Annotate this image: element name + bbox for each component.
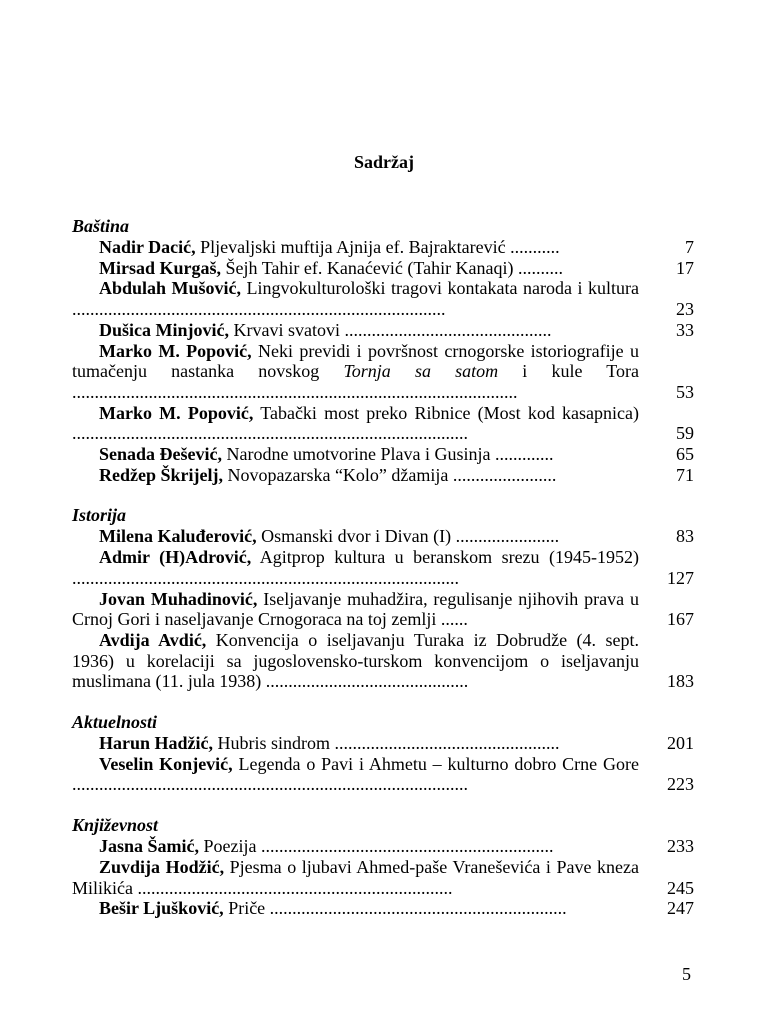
toc-entry bbox=[72, 278, 694, 319]
entry-author: Bešir Ljušković, bbox=[99, 898, 224, 919]
entry-text bbox=[72, 898, 639, 919]
toc-entry bbox=[72, 733, 694, 754]
entry-page-number: 71 bbox=[676, 464, 694, 485]
page-title: Sadržaj bbox=[354, 152, 414, 172]
entry-title: Priče .................................................................. bbox=[223, 898, 567, 919]
entry-text bbox=[72, 320, 639, 341]
entry-page-number: 83 bbox=[676, 526, 694, 547]
entry-page-number: 59 bbox=[676, 423, 694, 444]
entry-title: Konvencija o iseljavanju Turaka iz Dobrudže (4. sept. 1936) u korelaciji sa jugoslovensko-turskom konvencijom o iseljavanju muslimana (11. jula 1938) ............................................. bbox=[72, 629, 639, 692]
entry-title: Narodne umotvorine Plava i Gusinja ............. bbox=[222, 444, 554, 465]
entry-author: Nadir Dacić, bbox=[99, 237, 196, 257]
entry-text bbox=[72, 857, 639, 898]
entry-title: Tabački most preko Ribnice (Most kod kasapnica) ........................................................................................ bbox=[72, 402, 639, 444]
entry-page-number: 65 bbox=[676, 444, 694, 465]
entry-author: Mirsad Kurgaš, bbox=[99, 257, 222, 278]
entry-page-number: 33 bbox=[676, 319, 694, 340]
toc-entry bbox=[72, 403, 694, 444]
entry-author: Jovan Muhadinović, bbox=[99, 588, 258, 609]
entry-text bbox=[72, 258, 639, 279]
entry-author: Admir (H)Adrović, bbox=[99, 547, 252, 568]
entry-title: Neki previdi i površnost crnogorske istoriografije u tumačenju nastanka novskog bbox=[72, 340, 639, 382]
entry-text bbox=[72, 465, 639, 486]
toc-section bbox=[72, 505, 694, 692]
entry-page-number: 23 bbox=[676, 299, 694, 320]
toc-entry bbox=[72, 836, 694, 857]
entry-text bbox=[72, 444, 639, 465]
page-number: 5 bbox=[682, 964, 691, 984]
entry-page-number: 247 bbox=[667, 898, 694, 919]
entry-text bbox=[72, 278, 639, 319]
entry-page-number: 127 bbox=[667, 567, 694, 588]
entry-title-italic: Tornja sa satom bbox=[343, 361, 499, 382]
entry-title: Agitprop kultura u beranskom srezu (1945-1952) ...................................................................................... bbox=[72, 547, 639, 588]
toc-entry bbox=[72, 526, 694, 547]
entry-text bbox=[72, 526, 639, 547]
entry-title: Pjesma o ljubavi Ahmed-paše Vraneševića i Pave kneza Milikića ...................................................................... bbox=[72, 856, 639, 898]
toc-entry bbox=[72, 320, 694, 341]
table-of-contents bbox=[72, 216, 694, 939]
entry-title: Osmanski dvor i Divan (I) ....................... bbox=[256, 526, 560, 547]
toc-entry bbox=[72, 547, 694, 588]
entry-page-number: 201 bbox=[667, 733, 694, 754]
entry-author: Milena Kaluđerović, bbox=[99, 526, 257, 547]
entry-page-number: 245 bbox=[667, 877, 694, 898]
toc-entry bbox=[72, 589, 694, 630]
toc-section bbox=[72, 712, 694, 795]
toc-entry bbox=[72, 465, 694, 486]
entry-text bbox=[72, 403, 639, 444]
entry-author: Redžep Škrijelj, bbox=[99, 464, 223, 485]
entry-title: Poezija ................................................................. bbox=[199, 836, 554, 857]
entry-title: Šejh Tahir ef. Kanaćević (Tahir Kanaqi) .......... bbox=[221, 257, 564, 278]
toc-entry bbox=[72, 630, 694, 692]
section-title: Baština bbox=[72, 216, 130, 236]
entry-text bbox=[72, 733, 639, 754]
toc-entry bbox=[72, 341, 694, 403]
entry-author: Avdija Avdić, bbox=[99, 629, 207, 650]
entry-title: Legenda o Pavi i Ahmetu – kulturno dobro Crne Gore ........................................................................................ bbox=[72, 753, 639, 795]
section-title: Književnost bbox=[72, 815, 159, 836]
entry-title: Hubris sindrom .................................................. bbox=[213, 733, 560, 754]
entry-page-number: 223 bbox=[667, 774, 694, 795]
section-title: Aktuelnosti bbox=[72, 712, 158, 733]
entry-author: Marko M. Popović, bbox=[99, 340, 252, 361]
entry-author: Abdulah Mušović, bbox=[99, 278, 242, 299]
toc-entry bbox=[72, 754, 694, 795]
toc-section bbox=[72, 815, 694, 919]
entry-author: Senada Đešević, bbox=[99, 444, 222, 465]
toc-entry bbox=[72, 237, 694, 258]
entry-title: Pljevaljski muftija Ajnija ef. Bajraktarević ........... bbox=[195, 237, 560, 257]
entry-author: Marko M. Popović, bbox=[99, 402, 254, 423]
entry-title: Krvavi svatovi .............................................. bbox=[229, 319, 552, 340]
entry-title-rest: i kule Tora ................................................................................................... bbox=[72, 361, 640, 402]
entry-page-number: 7 bbox=[685, 237, 694, 257]
toc-entry bbox=[72, 444, 694, 465]
toc-entry bbox=[72, 258, 694, 279]
toc-entry bbox=[72, 857, 694, 898]
entry-title: Novopazarska “Kolo” džamija ....................... bbox=[222, 464, 557, 485]
entry-page-number: 233 bbox=[667, 836, 694, 857]
toc-section bbox=[72, 216, 694, 485]
entry-text bbox=[72, 754, 639, 795]
entry-text bbox=[72, 547, 639, 588]
entry-title: Lingvokulturološki tragovi kontakata naroda i kultura ................................................................................... bbox=[72, 278, 639, 320]
entry-author: Veselin Konjević, bbox=[99, 753, 233, 774]
entry-text bbox=[72, 589, 639, 630]
entry-text bbox=[72, 341, 639, 403]
entry-page-number: 167 bbox=[667, 609, 694, 630]
entry-page-number: 53 bbox=[676, 381, 694, 402]
entry-title: Iseljavanje muhadžira, regulisanje njihovih prava u Crnoj Gori i naseljavanje Crnogoraca na toj zemlji ...... bbox=[72, 588, 639, 630]
entry-author: Harun Hadžić, bbox=[99, 733, 214, 754]
section-title: Istorija bbox=[72, 505, 127, 526]
entry-text bbox=[72, 237, 639, 258]
entry-author: Jasna Šamić, bbox=[99, 836, 200, 857]
entry-text bbox=[72, 630, 639, 692]
entry-page-number: 17 bbox=[676, 257, 694, 278]
entry-author: Zuvdija Hodžić, bbox=[99, 856, 225, 877]
entry-text bbox=[72, 836, 639, 857]
toc-entry bbox=[72, 898, 694, 919]
entry-author: Dušica Minjović, bbox=[99, 319, 229, 340]
entry-page-number: 183 bbox=[667, 671, 694, 692]
